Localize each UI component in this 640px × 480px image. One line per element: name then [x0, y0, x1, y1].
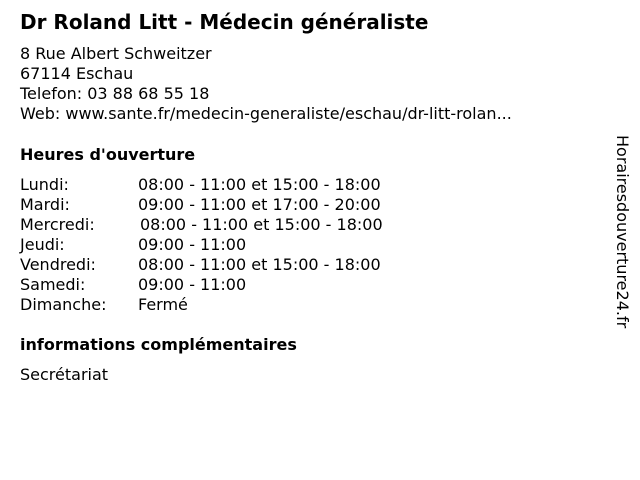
hours-day: Dimanche:	[20, 295, 107, 314]
phone-number: Telefon: 03 88 68 55 18	[20, 84, 210, 103]
hours-time: 08:00 - 11:00 et 15:00 - 18:00	[138, 175, 381, 194]
hours-time: 08:00 - 11:00 et 15:00 - 18:00	[140, 215, 383, 234]
address-street: 8 Rue Albert Schweitzer	[20, 44, 212, 63]
hours-time: 09:00 - 11:00	[138, 275, 247, 294]
address-block	[20, 44, 512, 124]
hours-day: Mercredi:	[20, 215, 95, 234]
info-heading: informations complémentaires	[20, 335, 297, 354]
hours-day: Lundi:	[20, 175, 69, 194]
hours-time: 08:00 - 11:00 et 15:00 - 18:00	[138, 255, 381, 274]
hours-heading: Heures d'ouverture	[20, 145, 196, 164]
page-title: Dr Roland Litt - Médecin généraliste	[20, 10, 429, 34]
hours-day: Vendredi:	[20, 255, 96, 274]
hours-time: 09:00 - 11:00	[138, 235, 247, 254]
hours-time: 09:00 - 11:00 et 17:00 - 20:00	[138, 195, 381, 214]
hours-time: Fermé	[138, 295, 188, 314]
hours-day: Samedi:	[20, 275, 86, 294]
hours-day: Mardi:	[20, 195, 70, 214]
info-text: Secrétariat	[20, 365, 109, 384]
hours-day: Jeudi:	[20, 235, 65, 254]
website-link[interactable]: Web: www.sante.fr/medecin-generaliste/eschau/dr-litt-rolan...	[20, 104, 512, 123]
address-city: 67114 Eschau	[20, 64, 134, 83]
brand-watermark: Horairesdouverture24.fr	[613, 135, 632, 329]
